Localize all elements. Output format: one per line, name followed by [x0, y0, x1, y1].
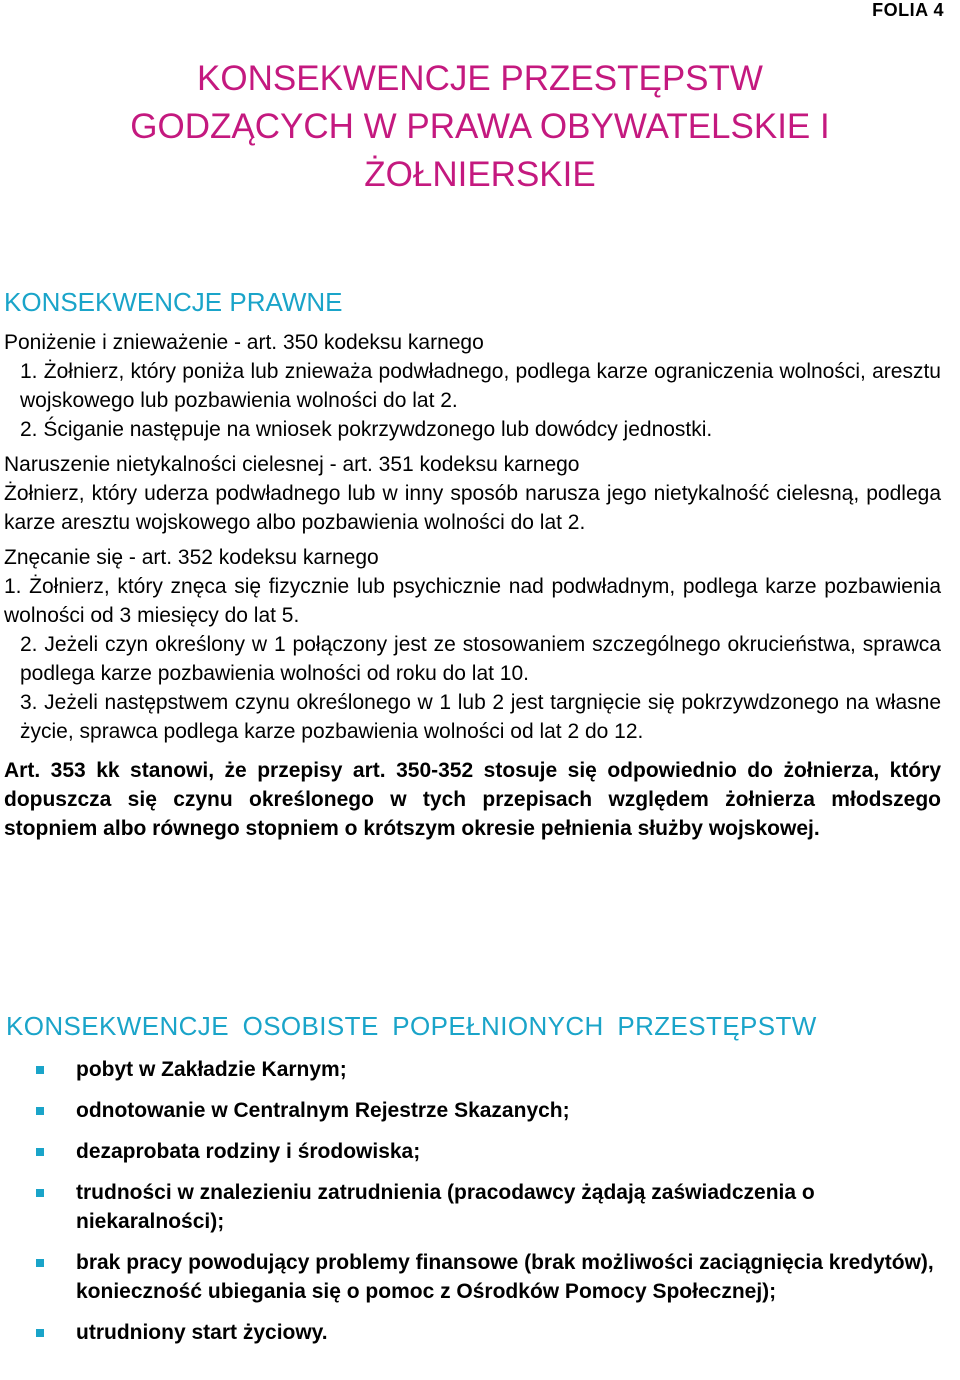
art-350-para-2: 2. Ściganie następuje na wniosek pokrzywdzonego lub dowódcy jednostki.	[20, 418, 713, 441]
art-351-title: Naruszenie nietykalności cielesnej - art. 351 kodeksu karnego	[4, 453, 580, 476]
legal-content	[4, 328, 941, 843]
title-line-1: KONSEKWENCJE PRZESTĘPSTW	[197, 59, 763, 98]
square-bullet-icon	[36, 1329, 44, 1337]
list-item: pobyt w Zakładzie Karnym;	[36, 1055, 936, 1084]
title-line-2: GODZĄCYCH W PRAWA OBYWATELSKIE I	[130, 107, 830, 146]
square-bullet-icon	[36, 1259, 44, 1267]
square-bullet-icon	[36, 1189, 44, 1197]
square-bullet-icon	[36, 1066, 44, 1074]
art-352-para-1: 1. Żołnierz, który znęca się fizycznie lub psychicznie nad podwładnym, podlega karze pozbawienia wolności od 3 miesięcy do lat 5.	[4, 575, 941, 627]
art-353-text: Art. 353 kk stanowi, że przepisy art. 350-352 stosuje się odpowiednio do żołnierza, który dopuszcza się czynu określonego w tych przepisach względem żołnierza młodszego stopniem albo równego stopniem o krótszym okresie pełnienia służby wojskowej.	[4, 759, 941, 840]
section-heading-personal: KONSEKWENCJE OSOBISTE POPEŁNIONYCH PRZESTĘPSTW	[6, 1011, 817, 1041]
art-352-title: Znęcanie się - art. 352 kodeksu karnego	[4, 546, 379, 569]
art-352-para-3: 3. Jeżeli następstwem czynu określonego w 1 lub 2 jest targnięcie się pokrzywdzonego na własne życie, sprawca podlega karze pozbawienia wolności od lat 2 do 12.	[20, 691, 941, 743]
list-item: dezaprobata rodziny i środowiska;	[36, 1137, 936, 1166]
list-item: brak pracy powodujący problemy finansowe (brak możliwości zaciągnięcia kredytów), konieczność ubiegania się o pomoc z Ośrodków Pomocy Społecznej);	[36, 1248, 936, 1306]
list-item: utrudniony start życiowy.	[36, 1318, 936, 1347]
section-heading-legal: KONSEKWENCJE PRAWNE	[4, 287, 343, 317]
art-350-para-1: 1. Żołnierz, który poniża lub znieważa podwładnego, podlega karze ograniczenia wolności, aresztu wojskowego lub pozbawienia wolności do lat 2.	[20, 360, 941, 412]
art-352-para-2: 2. Jeżeli czyn określony w 1 połączony jest ze stosowaniem szczególnego okrucieństwa, sprawca podlega karze pozbawienia wolności od roku do lat 10.	[20, 633, 941, 685]
square-bullet-icon	[36, 1107, 44, 1115]
art-351-text: Żołnierz, który uderza podwładnego lub w inny sposób narusza jego nietykalność cielesną, podlega karze aresztu wojskowego albo pozbawienia wolności do lat 2.	[4, 482, 941, 534]
title-line-3: ŻOŁNIERSKIE	[364, 155, 596, 194]
page-title	[0, 55, 960, 199]
square-bullet-icon	[36, 1148, 44, 1156]
list-item: odnotowanie w Centralnym Rejestrze Skazanych;	[36, 1096, 936, 1125]
art-350-title: Poniżenie i znieważenie - art. 350 kodeksu karnego	[4, 331, 484, 354]
list-item: trudności w znalezieniu zatrudnienia (pracodawcy żądają zaświadczenia o niekaralności);	[36, 1178, 936, 1236]
page-number: FOLIA 4	[872, 0, 944, 20]
consequences-list	[36, 1055, 936, 1359]
